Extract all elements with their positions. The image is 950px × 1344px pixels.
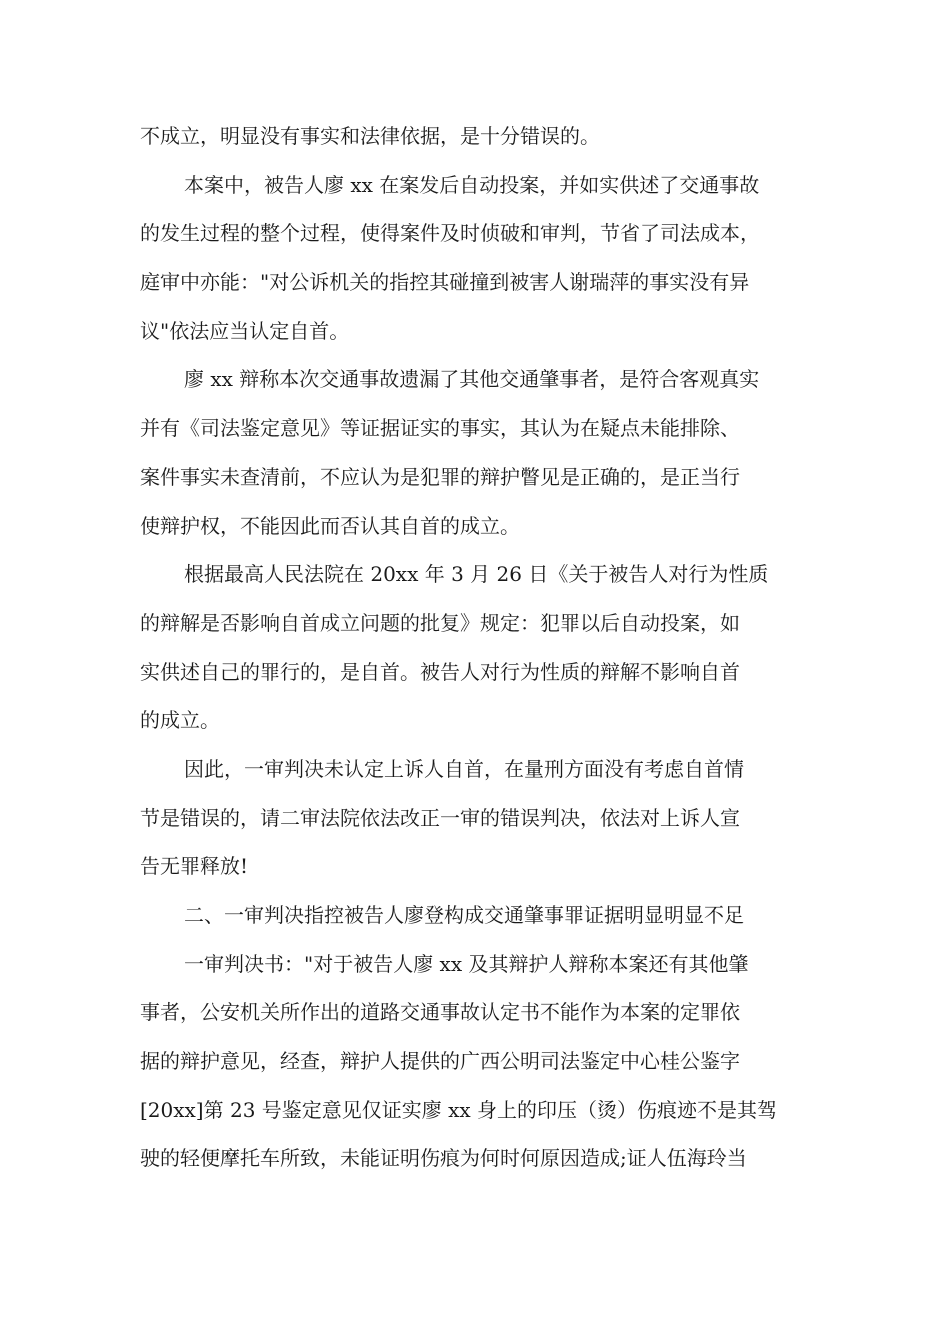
paragraph-line: 本案中，被告人廖 xx 在案发后自动投案，并如实供述了交通事故 — [184, 172, 760, 197]
paragraph-line: 庭审中亦能："对公诉机关的指控其碰撞到被害人谢瑞萍的事实没有异 — [140, 270, 750, 295]
paragraph-line: 不成立，明显没有事实和法律依据，是十分错误的。 — [140, 124, 600, 148]
paragraph-line: [20xx]第 23 号鉴定意见仅证实廖 xx 身上的印压（烫）伤痕迹不是其驾 — [140, 1097, 778, 1122]
paragraph-line: 的发生过程的整个过程，使得案件及时侦破和审判，节省了司法成本， — [140, 221, 760, 246]
paragraph-line: 的辩解是否影响自首成立问题的批复》规定：犯罪以后自动投案，如 — [140, 610, 740, 635]
paragraph-line: 使辩护权，不能因此而否认其自首的成立。 — [140, 513, 520, 538]
paragraph-line: 因此，一审判决未认定上诉人自首，在量刑方面没有考虑自首情 — [184, 756, 744, 781]
paragraph-line: 据的辩护意见，经查，辩护人提供的广西公明司法鉴定中心桂公鉴字 — [140, 1049, 740, 1074]
paragraph-line: 并有《司法鉴定意见》等证据证实的事实，其认为在疑点未能排除、 — [140, 416, 740, 441]
document-page — [140, 112, 820, 1183]
paragraph-line: 议"依法应当认定自首。 — [140, 318, 350, 343]
paragraph-line: 廖 xx 辩称本次交通事故遗漏了其他交通肇事者，是符合客观真实 — [184, 367, 760, 392]
paragraph-line: 驶的轻便摩托车所致，未能证明伤痕为何时何原因造成;证人伍海玲当 — [140, 1146, 747, 1171]
paragraph-line: 一审判决书："对于被告人廖 xx 及其辩护人辩称本案还有其他肇 — [184, 951, 749, 976]
section-heading: 二、一审判决指控被告人廖登构成交通肇事罪证据明显明显不足 — [184, 903, 744, 927]
paragraph-line: 告无罪释放! — [140, 854, 249, 879]
paragraph-line: 节是错误的，请二审法院依法改正一审的错误判决，依法对上诉人宣 — [140, 805, 740, 830]
paragraph-line: 根据最高人民法院在 20xx 年 3 月 26 日《关于被告人对行为性质 — [184, 562, 769, 587]
paragraph-line: 事者，公安机关所作出的道路交通事故认定书不能作为本案的定罪依 — [140, 1000, 740, 1025]
paragraph-line: 案件事实未查清前，不应认为是犯罪的辩护瞥见是正确的，是正当行 — [140, 464, 740, 489]
paragraph-line: 的成立。 — [140, 708, 220, 733]
paragraph-line: 实供述自己的罪行的，是自首。被告人对行为性质的辩解不影响自首 — [140, 659, 740, 684]
